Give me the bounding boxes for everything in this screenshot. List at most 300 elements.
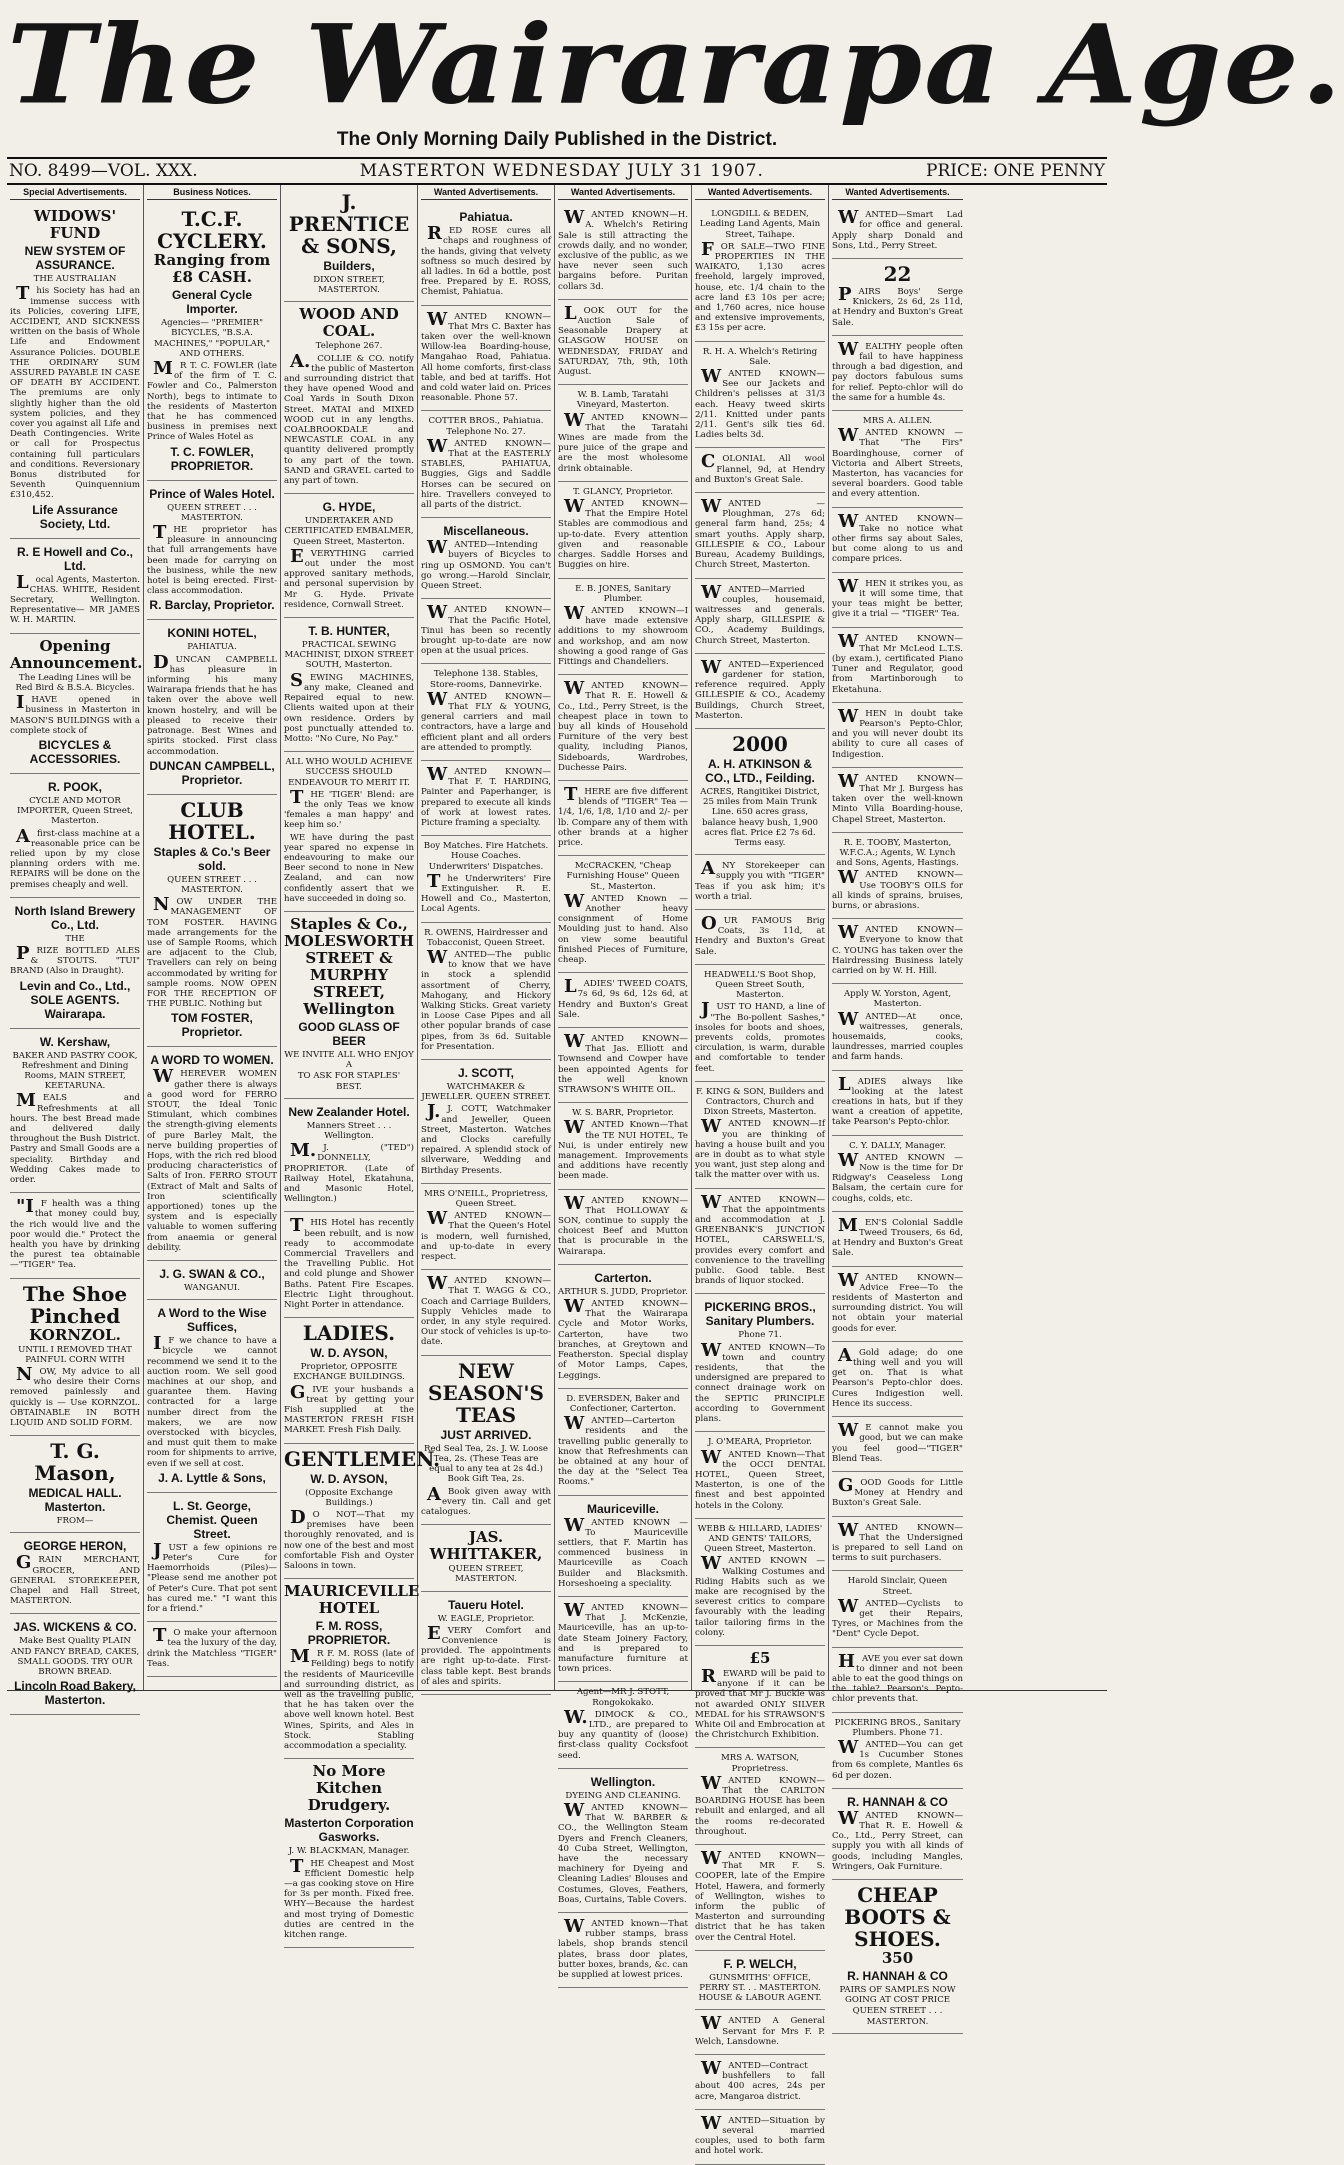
ad-text: NEW SEASON'S TEAS [428,1358,544,1427]
ad-text: WANTED KNOWN—That the Queen's Hotel is modern, well furnished, and up-to-date in every respect. [421,1208,551,1263]
ad-text: J. W. BLACKMAN, Manager. [288,1846,410,1857]
advertisement [695,493,825,578]
ad-text: WANTED KNOWN—That HOLLOWAY & SON, continue to supply the choicest Beef and Mutton that is procurable in the Wairarapa. [558,1192,688,1257]
ad-text: PRACTICAL SEWING MACHINIST, DIXON STREET SOUTH, Masterton. [284,640,414,671]
dateline [7,157,1107,185]
ad-text: R. HANNAH & CO [847,1969,948,1983]
advertisement [147,481,277,621]
ad-text: WANTED — Ploughman, 27s 6d; general farm hand, 25s; 4 smart youths. Apply sharp, GILLESPIE & CO., Labour Bureau, Academy Buildings, Church Street, Masterton. [695,496,825,571]
ad-text: GOOD Goods for Little Money at Hendry and Buxton's Great Sale. [832,1474,963,1509]
ad-text: WANTED—Carterton residents and the travelling public generally to know that Refreshments can be obtained at any hour of the day at the "Select Tea Rooms." [558,1413,688,1488]
column-header: Wanted Advertisements. [832,187,963,200]
advertisement [147,1300,277,1493]
ad-text: Apply W. Yorston, Agent, Masterton. [843,989,952,1010]
ad-text: J. PRENTICE & SONS, [288,190,410,258]
advertisement [695,1082,825,1189]
advertisement [832,1880,963,2034]
column-header: Business Notices. [147,187,277,200]
ad-text: THE [65,933,85,944]
ad-text: GUNSMITHS' OFFICE, PERRY ST. . . MASTERTON. HOUSE & LABOUR AGENT. [698,1972,822,2004]
advertisement [421,411,551,518]
ad-text: J.J. COTT, Watchmaker and Jeweller, Queen Street, Masterton. Watches and Clocks carefully repaired. A splendid stock of silverware, Wedding and Birthday Presents. [421,1101,551,1176]
advertisement [421,1356,551,1525]
ad-text: PAHIATUA. [187,642,237,653]
advertisement [695,2110,825,2165]
ad-text: QUEEN STREET . . . MASTERTON. [852,2006,943,2027]
ad-text: THIS Hotel has recently been rebuilt, and is now ready to accommodate Commercial Travellers and the Travelling Public. Hot and cold plunge and Shower Baths. Patent Fire Escapes. Electric Light throughout. Night Porter in attendance. [284,1215,414,1311]
ad-text: WANGANUI. [183,1283,241,1293]
ad-text: Agent—MR J. STOTT, Rongokokako. [576,1687,670,1708]
column-header: Wanted Advertisements. [421,187,551,200]
advertisement [832,508,963,573]
ad-text: WANTED—You can get 1s Cucumber Stones from 6s complete, Mantles 6s 6d per dozen. [832,1736,963,1781]
ad-text: TO ASK FOR STAPLES' BEST. [297,1071,401,1092]
masthead [7,0,1344,135]
ad-text: DYEING AND CLEANING. [565,1790,681,1801]
advertisement [832,984,963,1070]
advertisement [832,1267,963,1342]
ad-text: WANTED KNOWN—That W. BARBER & CO., the Wellington Steam Dyers and French Cleaners, 40 Cuba Street, Wellington, have the necessary machinery for Dyeing and Cleaning Ladies' Blouses and Costumes, Gloves, Feathers, Boas, Curtains, Table Covers. [558,1800,688,1905]
ad-text: FROM— [56,1516,94,1527]
ad-text: Ranging from £8 CASH. [153,251,271,287]
advertisement [558,856,688,973]
ad-text: A. H. ATKINSON & CO., LTD., Feilding. [705,756,815,785]
ad-text: WANTED KNOWN— Use TOOBY'S OILS for all kinds of sprains, bruises, burns, or abrasions. [832,867,963,911]
ad-text: Boy Matches. Fire Hatchets. House Coaches. Underwriters' Dispatches. [423,841,549,872]
ad-text: PAIRS OF SAMPLES NOW GOING AT COST PRICE [839,1985,956,2006]
ad-text: North Island Brewery Co., Ltd. [14,903,136,932]
ad-text: R. OWENS, Hairdresser and Tobacconist, Queen Street. [424,927,548,948]
ad-text: WANTED KNOWN — That "The Firs" Boardinghouse, corner of Victoria and Albert Streets, Masterton, has vacancies for several boarders. Good table and every attention. [832,425,963,500]
ad-text: Builders, [323,259,375,273]
advertisement [832,1713,963,1789]
advertisement [284,1759,414,1948]
advertisement [10,774,140,898]
advertisement [558,1389,688,1496]
ad-text: WANTED Known — Another heavy consignment of Home Moulding just to hand. Also on view some beautiful finished Pieces of Furniture, cheap. [558,890,688,965]
ad-text: PAIRS Boys' Serge Knickers, 2s 6d, 2s 11d, at Hendry and Buxton's Great Sale. [832,284,963,328]
ad-text: WE cannot make you good, but we can make you feel good—"TIGER" Blend Teas. [832,1420,963,1464]
ad-text: ABook given away with every tin. Call and get catalogues. [421,1483,551,1517]
ad-text: WANTED—Experienced gardener for station, reference required. Apply GILLESPIE & CO., Academy Buildings, Church Street, Masterton. [695,656,825,721]
ad-text: WANTED Known—That the OCCI DENTAL HOTEL, Queen Street, Masterton, is one of the finest and best appointed hotels in the Colony. [695,1446,825,1511]
advertisement [832,1342,963,1417]
ad-text: WANTED Known—That the TE NUI HOTEL, Te Nui, is under entirely new management. Improvements and additions have recently been made. [558,1117,688,1182]
ad-text: J. O'MEARA, Proprietor. [707,1437,813,1448]
advertisement [695,1294,825,1432]
ad-text: W. EAGLE, Proprietor. [437,1613,535,1624]
advertisement [284,1099,414,1213]
ad-text: EVERY Comfort and Convenience is provided. The appointments are right up-to-date. First-class table kept. Best brands of ales and spirits. [421,1622,551,1687]
ad-text: PRIZE BOTTLED ALES & STOUTS. "TUI" BRAND (Also in Draught). [10,942,140,977]
ad-text: THE Cheapest and Most Efficient Domestic help—a gas cooking stove on Hire for 3s per month. Fixed free. WHY—Because the hardest and most trying of Domestic duties are centred in the kitchen range. [284,1855,414,1940]
ad-text: J. A. Lyttle & Sons, [158,1470,266,1485]
ad-text: The Underwriters' Fire Extinguisher. R. E. Howell and Co., Masterton, Local Agents. [421,870,551,915]
ad-text: NOW, My advice to all who desire their Corns removed painlessly and quickly is — Use KORNZOL. OBTAINABLE IN BOTH LIQUID AND SOLID FORM. [10,1364,140,1429]
ad-text: GEORGE HERON, [23,1539,127,1554]
advertisement [832,259,963,336]
ad-text: WANTED KNOWN—That T. WAGG & CO., Coach and Carriage Builders, Supply Vehicles made to order, in any style required. Our stock of vehicles is up-to-date. [421,1273,551,1348]
ad-text: Phone 71. [738,1330,782,1341]
advertisement [147,1047,277,1261]
advertisement [695,342,825,449]
advertisement [558,579,688,676]
advertisement [284,1212,414,1318]
advertisement [147,204,277,480]
ad-text: Taueru Hotel. [448,1597,524,1612]
ad-text: D. EVERSDEN, Baker and Confectioner, Carterton. [566,1393,680,1414]
advertisement [10,634,143,774]
advertisement [558,1597,688,1682]
ad-text: W. D. AYSON, [310,1346,388,1361]
ad-text: HAVE you ever sat down to dinner and not been able to eat the good things on the table? Pearson's Pepto-chlor prevents that. [832,1650,963,1705]
advertisement [558,300,688,385]
advertisement [832,1472,963,1517]
ad-text: WHEN in doubt take Pearson's Pepto-Chlor, and you will never doubt its ability to cure all cases of Indigestion. [832,705,963,760]
column-7 [829,185,966,2027]
column-header: Wanted Advertisements. [695,187,825,200]
ad-text: CLUB HOTEL. [168,797,256,844]
ad-text: COTTER BROS., Pahiatua. Telephone No. 27. [428,416,544,437]
ad-text: Telephone 267. [315,341,383,352]
ad-text: DIXON STREET, MASTERTON. [313,275,385,296]
ad-text: QUEEN STREET . . . MASTERTON. [167,502,257,523]
newspaper-subtitle: The Only Morning Daily Published in the District. [336,129,778,150]
ad-text: WATCHMAKER & JEWELLER. QUEEN STREET. [421,1082,551,1103]
advertisement [832,1136,963,1212]
ad-text: WEALTHY people often fail to have happiness through a bad digestion, and pay doctors fabulous sums for relief. Pepto-chlor will do the same for a humble 4s. [832,338,963,403]
ad-text: R. POOK, [47,779,102,794]
advertisement [10,204,140,538]
ad-text: A WORD TO WOMEN. [150,1053,274,1068]
column-4 [418,185,555,1690]
ad-text: W.DIMOCK & CO., LTD., are prepared to buy any quantity of (loose) first-class quality Cocksfoot seed. [558,1706,688,1761]
ad-text: McCRACKEN, "Cheap Furnishing House" Queen St., Masterton. [566,861,680,892]
advertisement [832,919,963,984]
ad-text: Proprietor, OPPOSITE EXCHANGE BUILDINGS. [293,1362,405,1383]
ad-text: W. S. BARR, Proprietor. [572,1108,674,1119]
ad-text: WANTED A General Servant for Mrs F. P. Welch, Lansdowne. [695,2013,825,2047]
ad-text: RED ROSE cures all chaps and roughness of the hands, giving that velvety softness so much desired by all ladies. In 6d a bottle, post free. Prepared by E. ROSS, Chemist, Pahiatua. [421,223,551,298]
ad-text: E. B. JONES, Sanitary Plumber. [575,583,671,604]
ad-text: G. HYDE, [322,500,376,515]
advertisement [695,448,825,493]
ad-text: GIVE your husbands a treat by getting your Fish supplied at the MASTERTON FRESH FISH MARKET. Fresh Fish Daily. [284,1381,414,1436]
advertisement [558,675,688,781]
advertisement [284,494,414,618]
advertisement [695,1845,825,1951]
column-6 [692,185,829,2157]
ad-text: WEBB & HILLARD, LADIES' AND GENTS' TAILORS, Queen Street, Masterton. [697,1523,823,1555]
advertisement [558,1103,688,1189]
ad-text: DUNCAN CAMPBELL has pleasure in informing his many Wairarapa friends that he has taken over the above well known hostelry, and will be pleased to receive their patronage. Best Wines and spirits stocked. First class accommodation. [147,651,277,757]
ad-text: UNTIL I REMOVED THAT PAINFUL CORN WITH [18,1344,132,1365]
ad-text: Manners Street . . . Wellington. [306,1120,392,1141]
ad-text: AGold adage; do one thing well and you will get on. That is what Pearson's Pepto-chlor does. Cures Indigestion well. Hence its success. [832,1344,963,1409]
ad-text: WANTED—Cyclists to get their Repairs, Tyres, or Machines from the "Dent" Cycle Depot. [832,1595,963,1640]
ad-text: WANTED—Situation by several married couples, used to both farm and hotel work. [695,2112,825,2157]
advertisement [147,1493,277,1622]
ad-text: WANTED KNOWN—That Jas. Elliott and Townsend and Cowper have been appointed Agents for the well known STRAWSON'S WHITE OIL. [558,1031,688,1096]
ad-text: Red Seal Tea, 2s. J. W. Loose Tea, 2s. (These Teas are equal to any tea at 2s 4d.) Book Gift Tea, 2s. [423,1443,549,1485]
ad-text: WANTED KNOWN—I have made extensive additions to my showroom and workshop, and am now showing a good range of Gas Fittings and Chandeliers. [558,602,688,667]
ad-text: WANTED KNOWN — Walking Costumes and Riding Habits such as we make are recognised by the severest critics to compare favourably with the leading tailor tailoring firms in the colony. [695,1553,825,1638]
ad-text: W. Kershaw, [39,1034,111,1049]
ad-text: R. H. A. Whelch's Retiring Sale. [702,346,818,367]
ad-text: The Shoe Pinched [22,1281,128,1328]
ad-text: NEW SYSTEM OF ASSURANCE. [24,244,126,273]
ad-text: WANTED known—That rubber stamps, brass labels, shop brands stencil plates, brass door plates, butter boxes, brands, &c. can be supplied at lowest prices. [558,1916,688,1981]
ad-text: WANTED KNOWN—That MR F. S. COOPER, late of the Empire Hotel, Hawera, and formerly of Wellington, wishes to inform the public of Masterton and surrounding district that he has taken over the Central Hotel. [695,1848,825,1943]
ad-text: Mauriceville. [586,1501,660,1516]
advertisement [832,1071,963,1136]
ad-text: WANTED—At once, waitresses, generals, housemaids, cooks, laundresses, married couples and farm hands. [832,1008,963,1063]
advertisement [695,729,825,855]
ad-text: W. D. AYSON, [310,1471,388,1486]
ad-text: (Opposite Exchange Buildings.) [305,1487,393,1508]
advertisement [695,1519,825,1646]
advertisement [284,1579,420,1759]
ad-text: CYCLE AND MOTOR IMPORTER, Queen Street, Masterton. [16,795,134,827]
ad-text: JUST a few opinions re Peter's Cure for Haemorrhoids (Piles)— "Please send me another pot of Peter's Cure. That pot sent has cured me." "I want this for a friend." [147,1539,277,1615]
ad-text: WANTED—The public to know that we have in stock a splendid assortment of Cherry, Mahogany, and Hickory Walking Sticks. Great variety in Loose Case Pipes and all other popular brands of case pipes, from 3s 6d. Suitable for Presentation. [421,946,551,1052]
advertisement [558,1028,688,1103]
ad-text: ACRES, Rangitikei District, 25 miles from Main Trunk Line. 650 acres grass, balance heavy bush, 1,900 acres flat. Price £2 7s 6d. Terms easy. [700,786,820,848]
issue-number: NO. 8499—VOL. XXX. [9,161,198,181]
column-header: Special Advertisements. [10,187,140,200]
ad-text: WANTED KNOWN—That F. T. HARDING, Painter and Paperhanger, is prepared to execute all kinds of work at lowest rates. Picture framing a specialty. [421,763,551,828]
ad-text: BICYCLES & ACCESSORIES. [29,737,121,766]
ad-text: MRS O'NEILL, Proprietress, Queen Street. [423,1188,549,1210]
ad-text: THE proprietor has pleasure in announcing that full arrangements have been made for carrying on the business, while the new hotel is being erected. First-class accommodation. [147,522,277,597]
advertisement [832,703,963,768]
advertisement [421,1184,551,1270]
ad-text: COLONIAL All wool Flannel, 9d, at Hendry and Buxton's Great Sale. [695,451,825,485]
advertisement [558,482,688,579]
ad-text: JUST TO HAND, a line of "The Bo-pollent Sashes," insoles for boots and shoes, prevents colds, promotes circulation, is warm, durable and comfortable to tender feet. [695,999,825,1074]
ad-text: WANTED KNOWN—That Mr J. Burgess has taken over the well-known Minto Villa Boarding-house, Chapel Street, Masterton. [832,770,963,825]
advertisement [421,306,551,412]
ad-text: Masterton Corporation Gasworks. [284,1816,414,1845]
ad-text: MEN'S Colonial Saddle Tweed Trousers, 6s 6d, at Hendry and Buxton's Great Sale. [832,1214,963,1259]
ad-text: THE 'TIGER' Blend: are the only Teas we know 'females a man happy' and keep him so.' [284,786,414,831]
advertisement [695,204,825,341]
advertisement [421,1592,551,1695]
advertisement [421,204,551,305]
ad-text: J. SCOTT, [457,1066,514,1081]
ad-text: LOOK OUT for the Auction Sale of Seasonable Drapery at GLASGOW HOUSE on WEDNESDAY, FRIDAY and SATURDAY, 7th, 9th, 10th August. [558,302,688,378]
ad-text: Opening Announcement. [10,636,143,672]
ad-text: TO make your afternoon tea the luxury of the day, drink the Matchless "TIGER" Teas. [147,1625,277,1669]
advertisement [695,1189,825,1295]
advertisement [558,1265,688,1389]
ad-text: WANTED—Contract bushfellers to fall about 400 acres, 24s per acre, Mangaroa district. [695,2058,825,2102]
advertisement [10,1193,140,1278]
ad-text: WE INVITE ALL WHO ENJOY A [284,1049,414,1071]
advertisement [832,204,963,259]
ad-text: WANTED—Married couples, housemaid, waitresses and generals. Apply sharp, GILLESPIE & CO., Academy Buildings, Church Street, Masterton. [695,581,825,646]
ad-text: TOM FOSTER, Proprietor. [171,1011,253,1040]
advertisement [695,855,825,910]
ad-text: Lincoln Road Bakery, Masterton. [14,1679,136,1708]
advertisement [10,898,140,1029]
advertisement [147,795,277,1048]
ad-text: THE AUSTRALIAN [33,274,117,285]
ad-text: Life Assurance Society, Ltd. [32,502,118,531]
ad-text: WANTED KNOWN—To town and country residents, that the undersigned are prepared to connect drainage work on the SEPTIC PRINCIPLE according to Government plans. [695,1339,825,1425]
ad-text: ALL WHO WOULD ACHIEVE SUCCESS SHOULD ENDEAVOUR TO MERIT IT. [285,757,413,788]
ad-text: WANTED KNOWN—Advice Free—To the residents of Masterton and surrounding district. You will not obtain your material goods for ever. [832,1269,963,1334]
ad-text: Agencies— "PREMIER" BICYCLES, "B.S.A. MACHINES," "POPULAR," AND OTHERS. [154,318,270,359]
ad-text: OUR FAMOUS Brig Coats, 3s 11d, at Hendry and Buxton's Great Sale. [695,912,825,957]
advertisement [10,1029,140,1194]
advertisement [421,1270,551,1355]
advertisement [147,620,277,794]
advertisement [695,1432,825,1518]
advertisement [147,1622,277,1677]
advertisement [558,1682,688,1768]
advertisement [695,654,825,729]
ad-text: WANTED KNOWN—That the CARLTON BOARDING HOUSE has been rebuilt and enlarged, and all the rooms re-decorated throughout. [695,1772,825,1837]
advertisement [284,912,414,1099]
advertisement [832,1517,963,1572]
ad-text: Afirst-class machine at a reasonable price can be relied upon by my close planning orders with me. REPAIRS will be done on the premises cheaply and well. [10,825,140,890]
ad-text: MRS A. ALLEN. [862,416,933,427]
ad-text: Miscellaneous. [443,524,529,539]
advertisement [832,336,963,411]
ad-text: THERE are five different blends of "TIGER" Tea — 1/4, 1/6, 1/8, 1/10 and 2/- per lb. Compare any of them with other brands at a higher price. [558,783,688,848]
ad-text: KONINI HOTEL, [167,626,257,641]
ad-text: WANTED—Smart Lad for office and general. Apply sharp Donald and Sons, Ltd., Perry Street. [832,207,963,251]
advertisement [10,1614,140,1715]
ad-text: R. E. TOOBY, Masterton, W.F.C.A.; Agents, W. Lynch and Sons, Agents, Hastings. [836,837,959,869]
advertisement [695,965,825,1082]
advertisement [695,910,825,965]
ad-text: WANTED KNOWN—That the appointments and accommodation at J. GREENBANK'S JUNCTION HOTEL, CARSWELL'S, provides every comfort and convenience to the travelling public. Good table. Best brands of liquor stocked. [695,1191,825,1287]
ad-text: LONGDILL & BEDEN, Leading Land Agents, Main Street, Taihape. [699,209,821,240]
ad-text: T. C. FOWLER, PROPRIETOR. [170,444,254,473]
ad-text: A.COLLIE & CO. notify the public of Masterton and surrounding district that they have opened Wood and Coal Yards in South Dixon Street. MATAI and MIXED WOOD cut in any lengths. COALBROOKDALE and NEWCASTLE COAL in any quantity delivered promptly to any part of the town. SAND and GRAVEL carted to any part of town. [284,350,414,487]
ad-text: 350 [881,1949,914,1967]
ad-text: MEDICAL HALL. Masterton. [28,1486,122,1515]
ad-text: UNDERTAKER AND CERTIFICATED EMBALMER, Queen Street, Masterton. [284,516,414,547]
ad-text: LADIES. [302,1321,396,1346]
ad-text: WANTED KNOWN—That the Taratahi Wines are made from the pure juice of the grape and are the most wholesome drink obtainable. [558,409,688,474]
advertisement [421,518,551,599]
ad-text: LADIES always like looking at the latest creations in hats, but if they want a creation of appetite, take Pearson's Pepto-chlor. [832,1073,963,1128]
advertisement [284,302,414,494]
ad-text: WANTED KNOWN — To Mauriceville settlers, that F. Martin has commenced business in Mauriceville as Coach Builder and Blacksmith. Horseshoeing a speciality. [558,1514,688,1589]
ad-text: "IF health was a thing that money could buy, the rich would live and the poor would die." Protect the health you have by drinking the purest tea obtainable—"TIGER" Tea. [10,1196,140,1271]
ad-text: Telephone 138. Stables, Store-rooms, Dannevirke. [430,669,542,690]
ad-text: WANTED KNOWN—That Mr McLeod L.T.S. (by exam.), certificated Piano Tuner and Regulator, good from Martinborough to Eketahuna. [832,630,963,695]
ad-text: New Zealander Hotel. [288,1104,410,1119]
ad-text: MR F. M. ROSS (late of Feilding) begs to notify the residents of Mauriceville and surrounding district, as well as the travelling public, that he has taken over the above well known hotel. Best Wines, Spirits, and Ales in Stock. Stabling accommodation a speciality. [284,1646,414,1752]
ad-text: General Cycle Importer. [171,288,253,317]
columns [7,185,1107,2157]
ad-text: Pahiatua. [459,210,513,225]
advertisement [421,599,551,664]
advertisement [284,187,414,302]
advertisement [832,1789,963,1880]
advertisement [284,1444,441,1580]
ad-text: WANTED KNOWN—That the Undersigned is prepared to sell Land on terms to suit purchasers. [832,1519,963,1564]
ad-text: WANTED KNOWN—H. A. Whelch's Retiring Sale is still attracting the crowds daily, and no wonder, exclusive of the public, as we have never seen such bargains before. Puritan collars 3d. [558,207,688,292]
advertisement [832,1417,963,1472]
advertisement [695,579,825,654]
ad-text: WANTED KNOWN—Everyone to know that C. YOUNG has taken over the Hairdressing Business lately carried on by W. H. Hill. [832,922,963,976]
ad-text: WANTED—Intending buyers of Bicycles to ring up OSMOND. You can't go wrong.—Harold Sinclair, Queen Street. [421,537,551,592]
ad-text: 2000 [732,731,788,756]
ad-text: Local Agents, Masterton. CHAS. WHITE, Resident Secretary, Wellington. Representative— MR JAMES W. H. MARTIN. [10,571,140,626]
ad-text: Staples & Co.'s Beer sold. [153,844,271,873]
ad-text: QUEEN STREET . . . MASTERTON. [167,874,257,895]
ad-text: REWARD will be paid to anyone if it can be proved that Mr J. Buckle was not awarded ONLY SILVER MEDAL for his STRAWSON'S White Oil and Embrocation at the Christchurch Exhibition. [695,1665,825,1741]
advertisement [832,768,963,833]
ad-text: JAS. WHITTAKER, [429,1528,543,1564]
advertisement [695,1646,825,1748]
ad-text: M.J. ("TED") DONNELLY, PROPRIETOR. (Late of Railway Hotel, Ekatahuna, and Masonic Hotel, Wellington.) [284,1140,414,1205]
ad-text: DUNCAN CAMPBELL, Proprietor. [149,758,275,787]
ad-text: PICKERING BROS., Sanitary Plumbers. Phone 71. [834,1717,961,1738]
advertisement [558,1913,688,1988]
ad-text: IHAVE opened in business in Masterton in MASON'S BUILDINGS with a complete stock of [10,692,140,736]
ad-text: Staples & Co., MOLESWORTH STREET & MURPHY STREET, Wellington [284,914,414,1018]
ad-text: MRS A. WATSON, Proprietress. [720,1753,800,1774]
advertisement [421,664,551,761]
ad-text: BAKER AND PASTRY COOK, Refreshment and Dining Rooms, MAIN STREET, KEETARUNA. [12,1050,138,1092]
ad-text: WANTED KNOWN—That the Wairarapa Cycle and Motor Works, Carterton, have two branches, at Greytown and Featherston. Special display of Motor Lamps, Capes, Leggings. [558,1296,688,1381]
ad-text: R. Barclay, Proprietor. [149,598,275,613]
ad-text: WANTED KNOWN — Now is the time for Dr Ridgway's Ceaseless Long Balsam, the certain cure for coughs, colds, etc. [832,1149,963,1204]
ad-text: WANTED KNOWN—That R. E. Howell & Co., Ltd., Perry Street, can supply you with all kinds of goods, including Mangles, Wringers, Oak Furniture. [832,1807,963,1872]
advertisement [421,761,551,836]
ad-text: No More Kitchen Drudgery. [307,1762,391,1815]
ad-text: GOOD GLASS OF BEER [298,1019,400,1048]
ad-text: WHEN it strikes you, as it will some time, that your teas might be better, give it a trial — "TIGER" Tea. [832,575,963,620]
advertisement [558,1496,688,1597]
ad-text: WOOD AND COAL. [299,305,399,341]
ad-text: T.C.F. CYCLERY. [157,207,267,254]
newspaper-title: The Wairarapa Age. [7,0,1344,129]
ad-text: WANTED KNOWN—See our Jackets and Children's pelisses at 31/3 each. Heavy tweed skirts 2/11. Knitted under pants 2/11. Gent's silk ties 6d. Ladies belts 3d. [695,366,825,441]
ad-text: R. E Howell and Co., Ltd. [16,544,133,573]
ad-text: WANTED KNOWN—That at the EASTERLY STABLES, PAHIATUA, Buggies, Gigs and Saddle Horses can be secured on hire. Travellers conveyed to all parts of the district. [421,435,551,511]
advertisement [421,836,551,922]
ad-text: JAS. WICKENS & CO. [13,1620,137,1635]
ad-text: WIDOWS' FUND [33,207,117,243]
advertisement [832,411,963,508]
advertisement [421,1060,551,1184]
ad-text: MAURICEVILLE HOTEL [284,1582,420,1618]
advertisement [284,618,414,752]
advertisement [832,628,963,703]
advertisement [421,1525,551,1591]
advertisement [832,1648,963,1713]
ad-text: J. G. SWAN & CO., [159,1267,265,1281]
ad-text: NOW UNDER THE MANAGEMENT OF TOM FOSTER. HAVING made arrangements for the use of Sample Rooms, which are adjacent to the Club, Travellers can rely on being accommodated by writing for sample rooms. NOW OPEN FOR THE RECEPTION OF THE PUBLIC. Nothing but [147,894,277,1010]
advertisement [10,1436,140,1533]
ad-text: The Leading Lines will be Red Bird & B.S.A. Bicycles. [15,672,135,693]
ad-text: R. HANNAH & CO [847,1794,948,1809]
ad-text: CHEAP BOOTS & SHOES. [844,1883,951,1951]
ad-text: £5 [749,1648,771,1667]
advertisement [832,1571,963,1647]
ad-text: WANTED KNOWN—That R. E. Howell & Co., Ltd., Perry Street, is the cheapest place in town to buy all kinds of Household Furniture of the very best quality, including Pianos, Sideboards, Wardrobes, Duchesse Pairs. [558,678,688,773]
ad-text: MEALS and Refreshments at all hours. The best Bread made and delivered daily throughout the Bush District. Pastry and Small Goods are a speciality. Birthday and Wedding Cakes made to order. [10,1090,140,1185]
ad-text: Prince of Wales Hotel. [149,486,275,501]
ad-text: MR T. C. FOWLER (late of the firm of T. C. Fowler and Co., Palmerston North), begs to intimate to the residents of Masterton that he has commenced business in premises next Prince of Wales Hotel as [147,358,277,443]
